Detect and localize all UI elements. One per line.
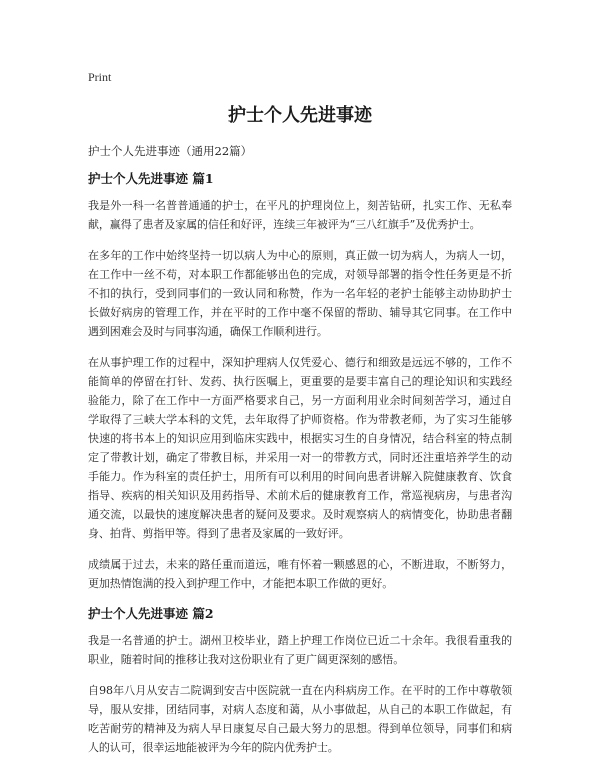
- section-1-paragraph-3: 在从事护理工作的过程中，深知护理病人仅凭爱心、德行和细致是远远不够的，工作不能简单的停留在打针、发药、执行医嘱上，更重要的是要丰富自己的理论知识和实践经验能力，除了在工作中一方面严格要求自己，另一方面利用业余时间刻苦学习，通过自学取得了三峡大学本科的文凭，去年取得了护师资格。作为带教老师，为了实习生能够快速的将书本上的知识应用到临床实践中，根据实习生的自身情况，结合科室的特点制定了带教计划，确定了带教目标，并采用一对一的带教方式，同时还注重培养学生的动手能力。作为科室的责任护士，用所有可以利用的时间向患者讲解入院健康教育、饮食指导、疾病的相关知识及用药指导、术前术后的健康教育工作，常巡视病房，与患者沟通交流，以最快的速度解决患者的疑问及要求。及时观察病人的病情变化，协助患者翻身、拍背、剪指甲等。得到了患者及家属的一致好评。: [88, 356, 512, 540]
- document-subtitle: 护士个人先进事迹（通用22篇）: [88, 144, 253, 158]
- print-link[interactable]: Print: [88, 70, 112, 84]
- page-title: 护士个人先进事迹: [228, 105, 372, 126]
- section-1-paragraph-2: 在多年的工作中始终坚持一切以病人为中心的原则，真正做一切为病人，为病人一切，在工作中一丝不苟，对本职工作都能够出色的完成，对领导部署的指令性任务更是不折不扣的执行，受到同事们的一致认同和称赞，作为一名年轻的老护士能够主动协助护士长做好病房的管理工作，并在平时的工作中毫不保留的帮助、辅导其它同事。在工作中遇到困难会及时与同事沟通，确保工作顺利进行。: [88, 249, 512, 338]
- section-heading-1: 护士个人先进事迹 篇1: [88, 171, 214, 186]
- section-2-paragraph-2: 自98年八月从安吉二院调到安吉中医院就一直在内科病房工作。在平时的工作中尊敬领导，服从安排，团结同事，对病人态度和蔼，从小事做起，从自己的本职工作做起，有吃苦耐劳的精神及为病人早日康复尽自己最大努力的思想。得到单位领导，同事们和病人的认可，很幸运地能被评为今年的院内优秀护士。: [88, 684, 512, 754]
- section-1-paragraph-4: 成绩属于过去，未来的路任重而道远，唯有怀着一颗感恩的心，不断进取，不断努力，更加热情饱满的投入到护理工作中，才能把本职工作做的更好。: [88, 558, 512, 590]
- section-heading-2: 护士个人先进事迹 篇2: [88, 606, 214, 621]
- section-2-paragraph-1: 我是一名普通的护士。湖州卫校毕业，踏上护理工作岗位已近二十余年。我很看重我的职业，随着时间的推移让我对这份职业有了更广阔更深刻的感悟。: [88, 634, 512, 666]
- section-1-paragraph-1: 我是外一科一名普普通通的护士，在平凡的护理岗位上，刻苦钻研，扎实工作、无私奉献，赢得了患者及家属的信任和好评，连续三年被评为“三八红旗手”及优秀护士。: [88, 199, 512, 231]
